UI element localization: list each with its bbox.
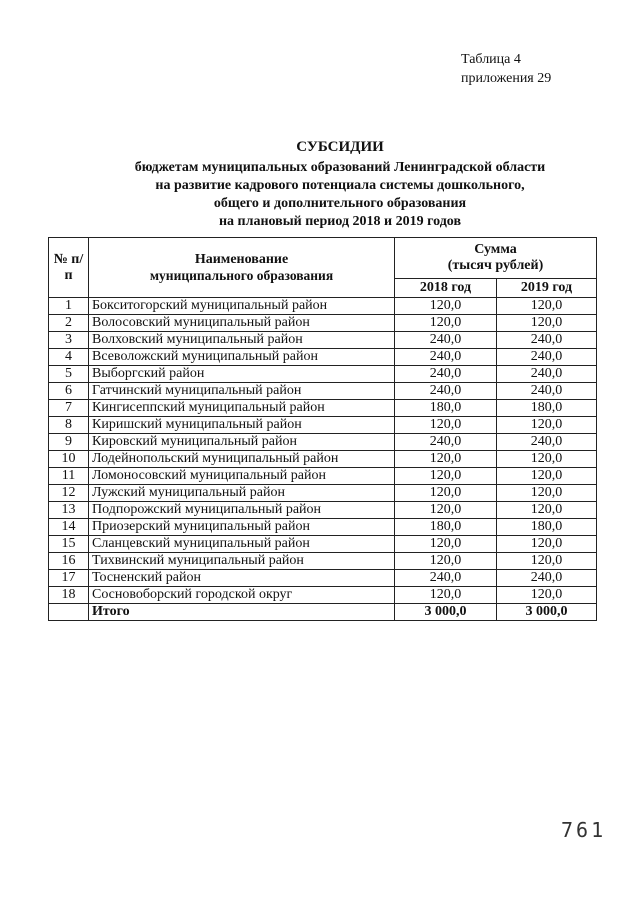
row-number: 18 <box>49 587 89 604</box>
row-2019: 240,0 <box>497 434 597 451</box>
row-2019: 240,0 <box>497 332 597 349</box>
row-2018: 120,0 <box>395 417 497 434</box>
appendix-number: приложения 29 <box>461 71 552 86</box>
table-row <box>49 587 597 604</box>
row-number: 13 <box>49 502 89 519</box>
row-number: 12 <box>49 485 89 502</box>
table-row <box>49 349 597 366</box>
table-row <box>49 502 597 519</box>
row-2018: 180,0 <box>395 400 497 417</box>
table-row <box>49 383 597 400</box>
row-name: Подпорожский муниципальный район <box>89 502 395 519</box>
page-number: 761 <box>561 818 607 842</box>
row-name: Гатчинский муниципальный район <box>89 383 395 400</box>
row-2018: 120,0 <box>395 502 497 519</box>
row-name: Выборгский район <box>89 366 395 383</box>
row-number: 17 <box>49 570 89 587</box>
table-row <box>49 332 597 349</box>
row-number: 2 <box>49 315 89 332</box>
row-name: Тихвинский муниципальный район <box>89 553 395 570</box>
subtitle-line-1: бюджетам муниципальных образований Ленинградской области <box>134 160 546 175</box>
row-2019: 120,0 <box>497 502 597 519</box>
table-row <box>49 485 597 502</box>
row-name: Бокситогорский муниципальный район <box>89 298 395 315</box>
header-2019: 2019 год <box>497 279 597 298</box>
row-number: 10 <box>49 451 89 468</box>
row-2019: 240,0 <box>497 383 597 400</box>
table-row <box>49 451 597 468</box>
table-reference <box>461 50 551 88</box>
header-sum <box>395 238 597 279</box>
total-2019: 3 000,0 <box>497 604 597 621</box>
header-sum-line-1: Сумма <box>474 242 517 257</box>
table-row <box>49 468 597 485</box>
row-2018: 120,0 <box>395 587 497 604</box>
table-row <box>49 417 597 434</box>
row-2019: 120,0 <box>497 468 597 485</box>
row-name: Кировский муниципальный район <box>89 434 395 451</box>
row-number: 4 <box>49 349 89 366</box>
header-2018: 2018 год <box>395 279 497 298</box>
row-2019: 120,0 <box>497 417 597 434</box>
table-row <box>49 434 597 451</box>
total-label: Итого <box>89 604 395 621</box>
row-number: 5 <box>49 366 89 383</box>
row-2018: 120,0 <box>395 536 497 553</box>
row-name: Лодейнопольский муниципальный район <box>89 451 395 468</box>
row-name: Тосненский район <box>89 570 395 587</box>
row-2019: 120,0 <box>497 451 597 468</box>
row-2018: 120,0 <box>395 298 497 315</box>
table-number: Таблица 4 <box>461 52 521 67</box>
row-2019: 120,0 <box>497 587 597 604</box>
row-2019: 120,0 <box>497 298 597 315</box>
row-2018: 240,0 <box>395 349 497 366</box>
row-number: 1 <box>49 298 89 315</box>
row-number: 8 <box>49 417 89 434</box>
row-2018: 240,0 <box>395 570 497 587</box>
header-number: № п/п <box>49 238 89 298</box>
subsidies-table <box>48 237 597 621</box>
header-name <box>89 238 395 298</box>
row-2018: 120,0 <box>395 468 497 485</box>
row-number: 9 <box>49 434 89 451</box>
row-name: Волосовский муниципальный район <box>89 315 395 332</box>
row-name: Киришский муниципальный район <box>89 417 395 434</box>
table-row <box>49 536 597 553</box>
row-2019: 240,0 <box>497 570 597 587</box>
table-row <box>49 570 597 587</box>
row-2019: 120,0 <box>497 315 597 332</box>
row-2018: 240,0 <box>395 332 497 349</box>
document-heading <box>0 138 640 231</box>
subtitle-line-2: на развитие кадрового потенциала системы дошкольного, <box>155 178 525 193</box>
row-2019: 240,0 <box>497 366 597 383</box>
row-2018: 120,0 <box>395 553 497 570</box>
row-name: Всеволожский муниципальный район <box>89 349 395 366</box>
total-blank <box>49 604 89 621</box>
row-2019: 240,0 <box>497 349 597 366</box>
total-2018: 3 000,0 <box>395 604 497 621</box>
row-name: Кингисеппский муниципальный район <box>89 400 395 417</box>
subtitle-line-4: на плановый период 2018 и 2019 годов <box>218 214 462 229</box>
table-row <box>49 400 597 417</box>
header-name-line-1: Наименование <box>194 251 289 267</box>
row-2018: 240,0 <box>395 434 497 451</box>
header-sum-line-2: (тысяч рублей) <box>447 258 544 273</box>
table-row <box>49 519 597 536</box>
subtitle-line-3: общего и дополнительного образования <box>213 196 467 211</box>
row-number: 3 <box>49 332 89 349</box>
row-name: Сланцевский муниципальный район <box>89 536 395 553</box>
row-2019: 120,0 <box>497 485 597 502</box>
table-row <box>49 366 597 383</box>
row-name: Приозерский муниципальный район <box>89 519 395 536</box>
table-row <box>49 298 597 315</box>
row-name: Ломоносовский муниципальный район <box>89 468 395 485</box>
row-2019: 180,0 <box>497 519 597 536</box>
table-row <box>49 553 597 570</box>
row-2019: 120,0 <box>497 536 597 553</box>
row-number: 15 <box>49 536 89 553</box>
row-name: Волховский муниципальный район <box>89 332 395 349</box>
row-2018: 120,0 <box>395 451 497 468</box>
row-2018: 120,0 <box>395 485 497 502</box>
total-row <box>49 604 597 621</box>
row-number: 7 <box>49 400 89 417</box>
row-2018: 180,0 <box>395 519 497 536</box>
row-2019: 120,0 <box>497 553 597 570</box>
row-number: 16 <box>49 553 89 570</box>
row-number: 11 <box>49 468 89 485</box>
row-2019: 180,0 <box>497 400 597 417</box>
row-name: Сосновоборский городской округ <box>89 587 395 604</box>
header-name-line-2: муниципального образования <box>149 267 334 283</box>
row-2018: 240,0 <box>395 366 497 383</box>
row-2018: 120,0 <box>395 315 497 332</box>
page-title: СУБСИДИИ <box>296 139 384 155</box>
table-row <box>49 315 597 332</box>
row-number: 6 <box>49 383 89 400</box>
row-2018: 240,0 <box>395 383 497 400</box>
row-number: 14 <box>49 519 89 536</box>
row-name: Лужский муниципальный район <box>89 485 395 502</box>
